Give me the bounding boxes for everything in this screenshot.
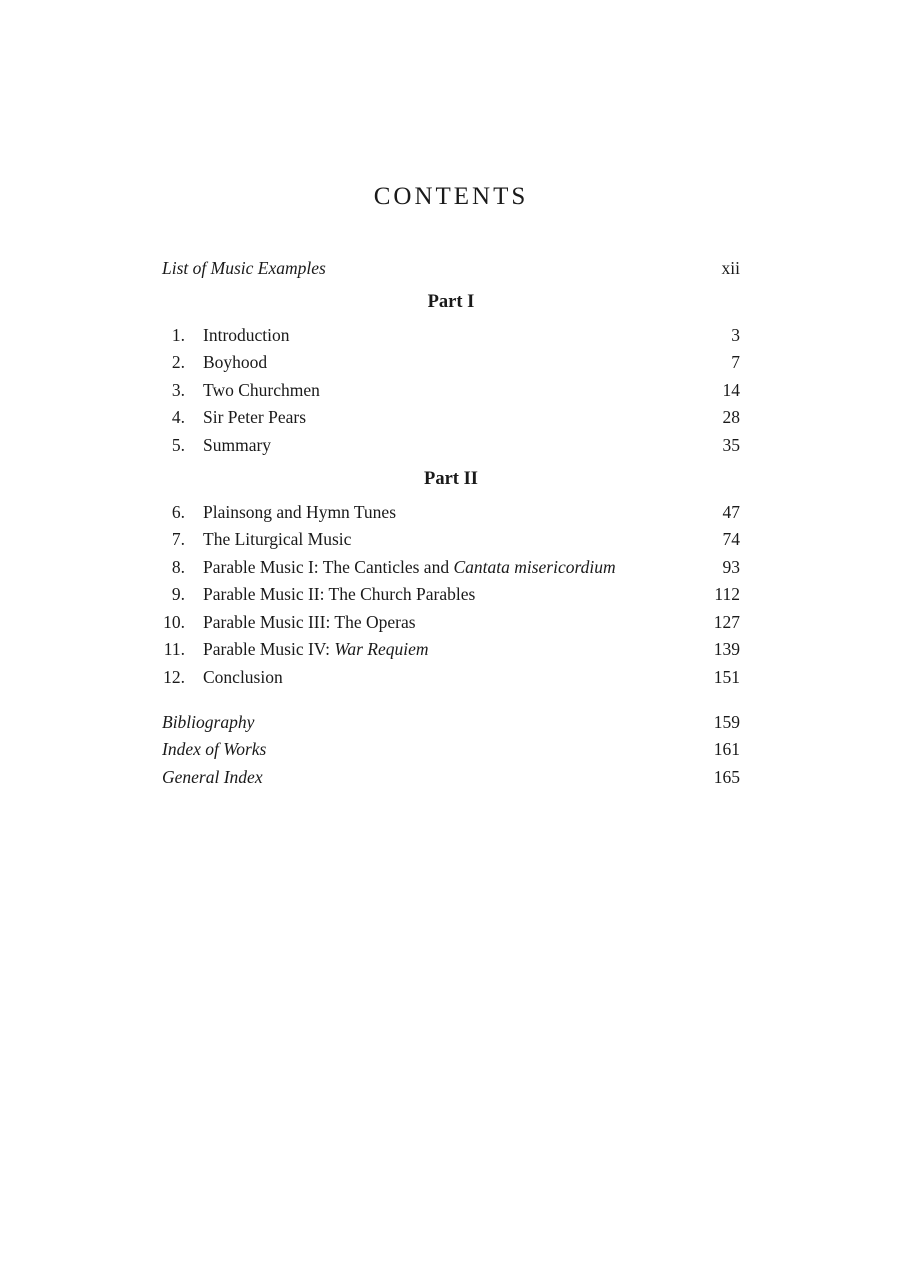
chapter-number: 12. bbox=[163, 667, 185, 687]
chapter-title bbox=[203, 636, 429, 662]
toc-entry-music-examples[interactable] bbox=[162, 255, 740, 281]
chapter-title-roman: Parable Music IV: bbox=[203, 639, 335, 659]
chapter-title-italic: Cantata misericordium bbox=[453, 557, 616, 577]
chapter-page: 7 bbox=[731, 352, 740, 372]
chapter-title: Introduction bbox=[203, 325, 290, 345]
toc-entry-label: List of Music Examples bbox=[162, 258, 326, 278]
chapter-title: Two Churchmen bbox=[203, 380, 320, 400]
toc-entry-chapter-1[interactable] bbox=[162, 322, 740, 348]
chapter-page: 28 bbox=[722, 407, 740, 427]
chapter-title: Summary bbox=[203, 435, 272, 455]
chapter-title: Parable Music II: The Church Parables bbox=[203, 584, 476, 604]
chapter-page: 14 bbox=[722, 380, 740, 400]
chapter-page: 127 bbox=[713, 612, 740, 632]
chapter-number: 6. bbox=[171, 502, 185, 522]
chapter-title: Plainsong and Hymn Tunes bbox=[203, 502, 397, 522]
chapter-title: Conclusion bbox=[203, 667, 283, 687]
chapter-number: 5. bbox=[171, 435, 185, 455]
chapter-number: 3. bbox=[171, 380, 185, 400]
chapter-title: Boyhood bbox=[203, 352, 268, 372]
chapter-page: 112 bbox=[714, 584, 740, 604]
page-title: CONTENTS bbox=[373, 183, 529, 210]
toc-entry-page: 161 bbox=[713, 739, 740, 759]
toc-entry-chapter-5[interactable] bbox=[162, 432, 740, 458]
toc-entry-chapter-11[interactable] bbox=[162, 636, 740, 662]
toc-entry-index-of-works[interactable] bbox=[162, 736, 740, 762]
toc-entry-chapter-2[interactable] bbox=[162, 349, 740, 375]
toc-entry-chapter-12[interactable] bbox=[162, 664, 740, 690]
toc-entry-page: 165 bbox=[713, 767, 740, 787]
chapter-title-italic: War Requiem bbox=[334, 639, 429, 659]
toc-entry-label: Bibliography bbox=[162, 712, 255, 732]
chapter-number: 9. bbox=[171, 584, 185, 604]
chapter-number: 2. bbox=[171, 352, 185, 372]
toc-entry-chapter-3[interactable] bbox=[162, 377, 740, 403]
chapter-page: 3 bbox=[731, 325, 740, 345]
toc-entry-chapter-8[interactable] bbox=[162, 554, 740, 580]
chapter-number: 8. bbox=[171, 557, 185, 577]
chapter-number: 4. bbox=[171, 407, 185, 427]
chapter-title: Parable Music III: The Operas bbox=[203, 612, 416, 632]
chapter-page: 35 bbox=[722, 435, 740, 455]
chapter-title bbox=[203, 554, 616, 580]
toc-entry-chapter-9[interactable] bbox=[162, 581, 740, 607]
chapter-title: Sir Peter Pears bbox=[203, 407, 307, 427]
toc-entry-general-index[interactable] bbox=[162, 764, 740, 790]
chapter-page: 74 bbox=[722, 529, 740, 549]
toc-entry-chapter-7[interactable] bbox=[162, 526, 740, 552]
chapter-page: 151 bbox=[713, 667, 740, 687]
chapter-title-roman: Parable Music I: The Canticles and bbox=[203, 557, 454, 577]
part-heading-1: Part I bbox=[427, 292, 475, 312]
chapter-number: 11. bbox=[163, 639, 185, 659]
chapter-number: 10. bbox=[163, 612, 185, 632]
toc-entry-bibliography[interactable] bbox=[162, 709, 740, 735]
chapter-number: 1. bbox=[171, 325, 185, 345]
chapter-title: The Liturgical Music bbox=[203, 529, 352, 549]
toc-entry-page: xii bbox=[721, 258, 740, 278]
toc-entry-label: General Index bbox=[162, 767, 263, 787]
part-heading-2: Part II bbox=[424, 469, 478, 489]
chapter-page: 47 bbox=[722, 502, 740, 522]
toc-entry-chapter-4[interactable] bbox=[162, 404, 740, 430]
chapter-number: 7. bbox=[171, 529, 185, 549]
chapter-page: 93 bbox=[722, 557, 740, 577]
toc-entry-label: Index of Works bbox=[162, 739, 267, 759]
chapter-page: 139 bbox=[713, 639, 740, 659]
toc-entry-page: 159 bbox=[713, 712, 740, 732]
toc-entry-chapter-6[interactable] bbox=[162, 499, 740, 525]
toc-entry-chapter-10[interactable] bbox=[162, 609, 740, 635]
